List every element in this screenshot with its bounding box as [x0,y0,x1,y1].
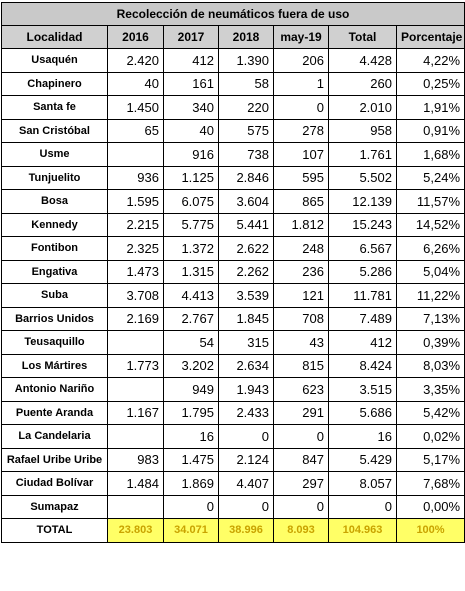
cell-2017: 16 [164,425,219,449]
cell-2018: 5.441 [219,213,274,237]
cell-localidad: Bosa [2,190,108,214]
cell-localidad: Teusaquillo [2,331,108,355]
table-row [2,213,465,237]
cell-2016: 1.450 [108,96,164,120]
cell-2018: 2.846 [219,166,274,190]
cell-localidad: Fontibon [2,237,108,261]
cell-localidad: San Cristóbal [2,119,108,143]
cell-2017: 6.075 [164,190,219,214]
cell-2018: 2.433 [219,401,274,425]
cell-2017: 3.202 [164,354,219,378]
cell-total: 5.429 [329,448,397,472]
cell-may-19: 595 [274,166,329,190]
cell-total: 4.428 [329,49,397,73]
cell-2018: 575 [219,119,274,143]
cell-2016: 2.325 [108,237,164,261]
table-row [2,448,465,472]
cell-localidad: Engativa [2,260,108,284]
cell-porcentaje: 5,24% [397,166,465,190]
cell-2017: 4.413 [164,284,219,308]
cell-2017: 2.767 [164,307,219,331]
cell-2018: 2.622 [219,237,274,261]
cell-total: 7.489 [329,307,397,331]
cell-2018: 2.124 [219,448,274,472]
cell-porcentaje: 5,04% [397,260,465,284]
table-row [2,143,465,167]
cell-2018: 58 [219,72,274,96]
table-row [2,72,465,96]
cell-localidad: Usme [2,143,108,167]
cell-2016 [108,495,164,519]
cell-2016: 1.484 [108,472,164,496]
table-row [2,96,465,120]
cell-total: 12.139 [329,190,397,214]
cell-porcentaje: 3,35% [397,378,465,402]
table-row [2,166,465,190]
table-row [2,331,465,355]
cell-porcentaje: 0,25% [397,72,465,96]
table-row [2,495,465,519]
cell-2017: 916 [164,143,219,167]
total-localidad: TOTAL [2,519,108,543]
cell-2016: 983 [108,448,164,472]
cell-2018: 2.262 [219,260,274,284]
cell-total: 8.057 [329,472,397,496]
cell-2017: 949 [164,378,219,402]
total-2018: 38.996 [219,519,274,543]
total-total: 104.963 [329,519,397,543]
table-row [2,401,465,425]
table-title-row [2,3,465,26]
total-may-19: 8.093 [274,519,329,543]
cell-localidad: Antonio Nariño [2,378,108,402]
cell-2017: 412 [164,49,219,73]
cell-may-19: 43 [274,331,329,355]
cell-porcentaje: 6,26% [397,237,465,261]
table-row [2,260,465,284]
cell-porcentaje: 4,22% [397,49,465,73]
cell-total: 260 [329,72,397,96]
cell-porcentaje: 0,39% [397,331,465,355]
cell-localidad: Santa fe [2,96,108,120]
cell-localidad: Puente Aranda [2,401,108,425]
table-row [2,49,465,73]
cell-may-19: 248 [274,237,329,261]
cell-porcentaje: 8,03% [397,354,465,378]
cell-2016 [108,143,164,167]
cell-2016: 2.215 [108,213,164,237]
header-total: Total [329,26,397,49]
cell-porcentaje: 5,17% [397,448,465,472]
cell-total: 2.010 [329,96,397,120]
cell-total: 15.243 [329,213,397,237]
cell-total: 11.781 [329,284,397,308]
cell-total: 5.502 [329,166,397,190]
cell-porcentaje: 5,42% [397,401,465,425]
cell-total: 958 [329,119,397,143]
cell-2016: 1.595 [108,190,164,214]
cell-2016: 3.708 [108,284,164,308]
cell-may-19: 107 [274,143,329,167]
cell-2018: 0 [219,425,274,449]
cell-2017: 1.475 [164,448,219,472]
cell-2016: 65 [108,119,164,143]
cell-porcentaje: 7,13% [397,307,465,331]
cell-localidad: Suba [2,284,108,308]
cell-localidad: Chapinero [2,72,108,96]
cell-may-19: 847 [274,448,329,472]
cell-2018: 3.539 [219,284,274,308]
cell-total: 3.515 [329,378,397,402]
cell-may-19: 297 [274,472,329,496]
cell-2017: 1.125 [164,166,219,190]
header-2017: 2017 [164,26,219,49]
cell-may-19: 0 [274,495,329,519]
cell-2017: 1.795 [164,401,219,425]
cell-2018: 4.407 [219,472,274,496]
cell-total: 5.286 [329,260,397,284]
cell-2018: 0 [219,495,274,519]
table-row [2,237,465,261]
cell-localidad: Kennedy [2,213,108,237]
total-2016: 23.803 [108,519,164,543]
cell-2016 [108,425,164,449]
cell-2018: 3.604 [219,190,274,214]
table-row [2,425,465,449]
header-2016: 2016 [108,26,164,49]
total-porcentaje: 100% [397,519,465,543]
cell-porcentaje: 1,68% [397,143,465,167]
cell-2017: 0 [164,495,219,519]
cell-localidad: Usaquén [2,49,108,73]
cell-may-19: 0 [274,96,329,120]
cell-2017: 340 [164,96,219,120]
cell-porcentaje: 11,57% [397,190,465,214]
cell-porcentaje: 0,00% [397,495,465,519]
cell-porcentaje: 0,91% [397,119,465,143]
cell-2016 [108,378,164,402]
cell-2017: 40 [164,119,219,143]
header-porcentaje: Porcentaje [397,26,465,49]
table-row [2,119,465,143]
cell-2016: 1.773 [108,354,164,378]
header-2018: 2018 [219,26,274,49]
cell-2016: 1.167 [108,401,164,425]
cell-porcentaje: 11,22% [397,284,465,308]
total-2017: 34.071 [164,519,219,543]
header-localidad: Localidad [2,26,108,49]
cell-2016 [108,331,164,355]
cell-porcentaje: 0,02% [397,425,465,449]
cell-2016: 936 [108,166,164,190]
table-row [2,190,465,214]
cell-may-19: 815 [274,354,329,378]
cell-2018: 220 [219,96,274,120]
cell-porcentaje: 14,52% [397,213,465,237]
cell-total: 412 [329,331,397,355]
tire-collection-table [1,2,465,543]
cell-localidad: Los Mártires [2,354,108,378]
cell-2018: 315 [219,331,274,355]
cell-2017: 5.775 [164,213,219,237]
cell-may-19: 206 [274,49,329,73]
cell-total: 0 [329,495,397,519]
cell-may-19: 865 [274,190,329,214]
cell-may-19: 278 [274,119,329,143]
table-row [2,354,465,378]
cell-total: 6.567 [329,237,397,261]
cell-may-19: 236 [274,260,329,284]
cell-2018: 738 [219,143,274,167]
cell-2018: 1.390 [219,49,274,73]
cell-localidad: Sumapaz [2,495,108,519]
cell-may-19: 291 [274,401,329,425]
cell-2018: 1.943 [219,378,274,402]
cell-localidad: Ciudad Bolívar [2,472,108,496]
cell-may-19: 708 [274,307,329,331]
cell-porcentaje: 1,91% [397,96,465,120]
cell-2017: 161 [164,72,219,96]
cell-total: 8.424 [329,354,397,378]
table-row [2,307,465,331]
cell-localidad: La Candelaria [2,425,108,449]
table-row [2,284,465,308]
cell-localidad: Rafael Uribe Uribe [2,448,108,472]
cell-may-19: 1.812 [274,213,329,237]
cell-total: 5.686 [329,401,397,425]
cell-localidad: Barrios Unidos [2,307,108,331]
cell-total: 16 [329,425,397,449]
cell-porcentaje: 7,68% [397,472,465,496]
total-row [2,519,465,543]
cell-2016: 40 [108,72,164,96]
cell-total: 1.761 [329,143,397,167]
cell-2018: 2.634 [219,354,274,378]
table-title: Recolección de neumáticos fuera de uso [2,3,465,26]
table-row [2,378,465,402]
cell-2016: 1.473 [108,260,164,284]
cell-may-19: 121 [274,284,329,308]
cell-2016: 2.420 [108,49,164,73]
cell-2017: 1.372 [164,237,219,261]
cell-2016: 2.169 [108,307,164,331]
cell-may-19: 623 [274,378,329,402]
cell-2018: 1.845 [219,307,274,331]
cell-localidad: Tunjuelito [2,166,108,190]
cell-may-19: 0 [274,425,329,449]
header-may-19: may-19 [274,26,329,49]
cell-2017: 1.869 [164,472,219,496]
table-header-row [2,26,465,49]
table-row [2,472,465,496]
cell-2017: 1.315 [164,260,219,284]
cell-2017: 54 [164,331,219,355]
cell-may-19: 1 [274,72,329,96]
